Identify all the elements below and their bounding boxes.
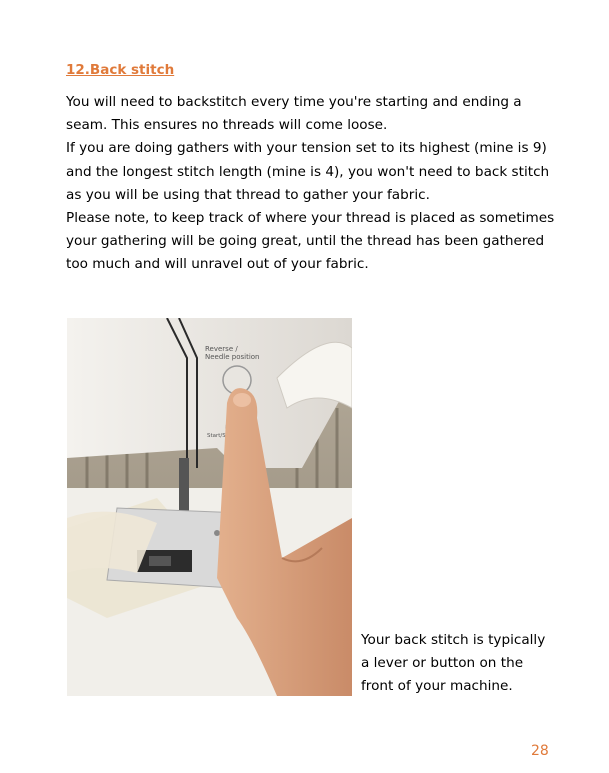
- page-number: 28: [531, 743, 549, 759]
- photo-caption: [361, 629, 561, 699]
- section-heading: 12.Back stitch: [66, 62, 175, 78]
- machine-label-start-stop: Start/S: [207, 433, 226, 439]
- caption-line-3: front of your machine.: [361, 678, 513, 695]
- machine-label-needle-position: Needle position: [205, 353, 260, 361]
- paragraph-gathers: If you are doing gathers with your tension set to its highest (mine is 9) and the longest stitch length (mine is 4), you won't need to back stitch as you will be using that thread to gather your fabric.: [66, 140, 550, 203]
- body-text: [66, 91, 556, 277]
- paragraph-note: Please note, to keep track of where your thread is placed as sometimes your gathering will be going great, until the thread has been gathered too much and will unravel out of your fabric.: [66, 210, 555, 273]
- machine-label-reverse: Reverse /: [205, 345, 238, 353]
- paragraph-backstitch-intro: You will need to backstitch every time you're starting and ending a seam. This ensures no threads will come loose.: [66, 94, 522, 134]
- caption-line-2: a lever or button on the: [361, 655, 524, 672]
- sewing-machine-photo: [67, 318, 352, 696]
- caption-line-1: Your back stitch is typically: [361, 632, 546, 648]
- sewing-machine-illustration: [67, 318, 352, 696]
